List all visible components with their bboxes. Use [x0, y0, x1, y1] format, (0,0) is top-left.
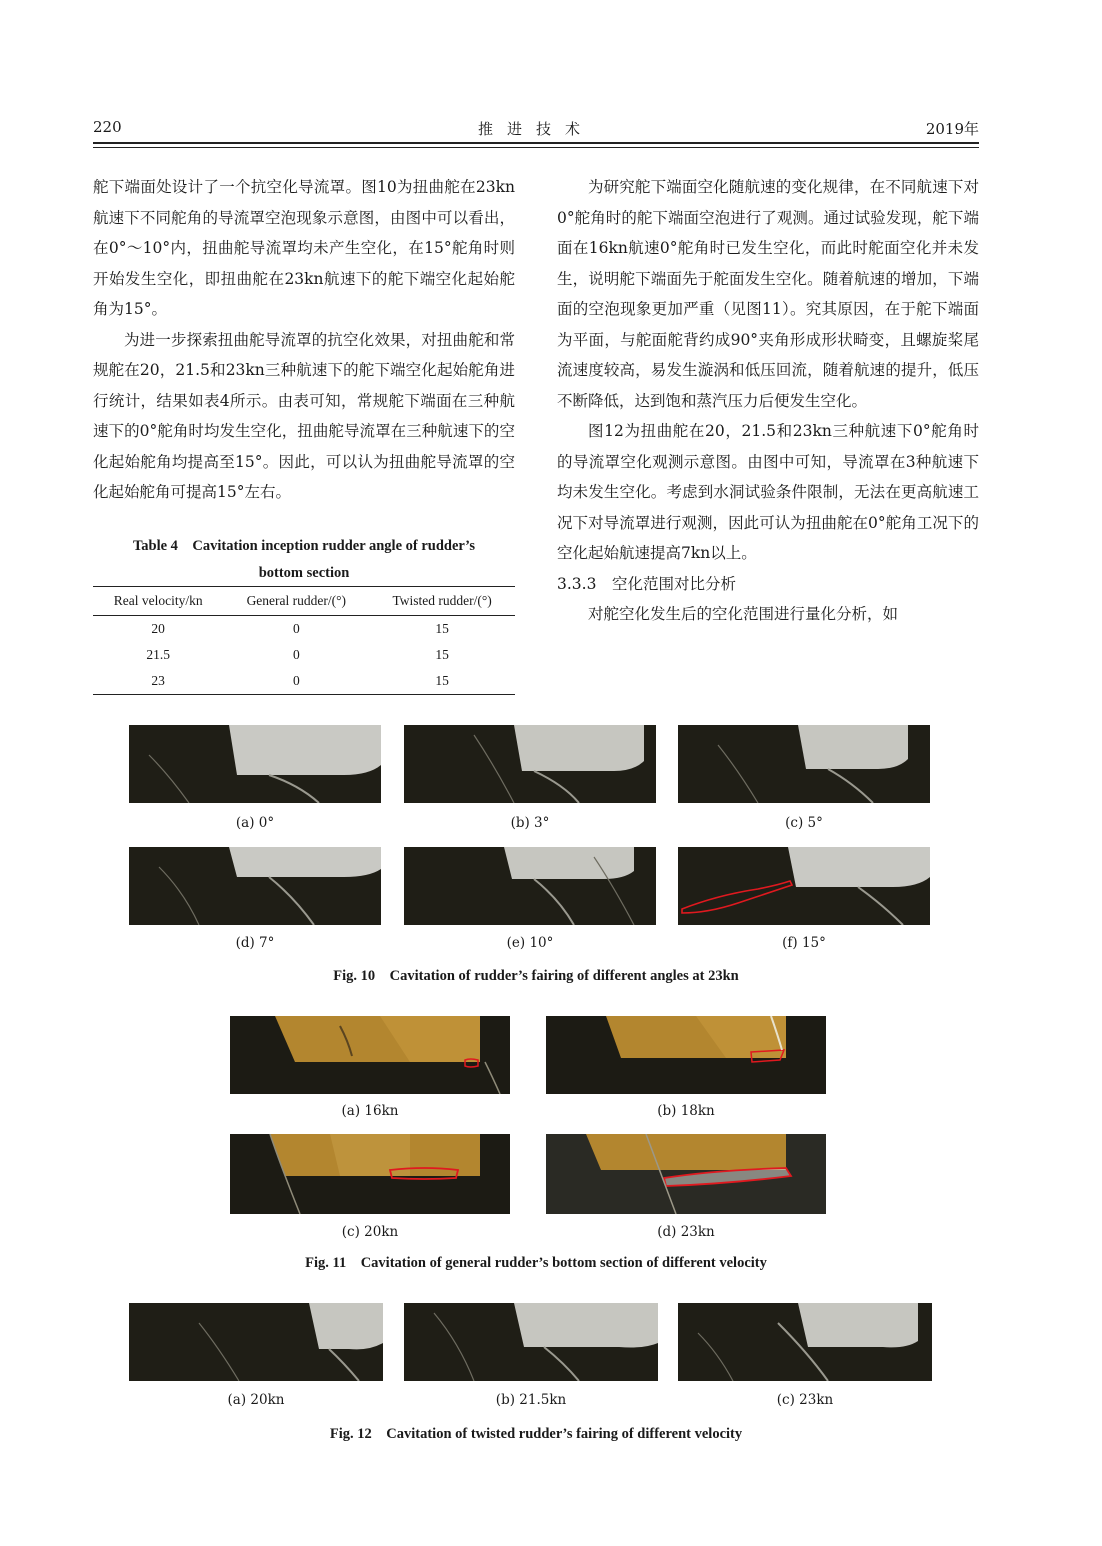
fig11-subcaption-d: (d) 23kn	[657, 1224, 715, 1240]
fig11-subcaption-a: (a) 16kn	[341, 1103, 399, 1119]
fig11-photo-d	[546, 1134, 826, 1214]
table-header-general: General rudder/(°)	[223, 587, 369, 616]
fig10-subcaption-e: (e) 10°	[506, 935, 554, 951]
fig12-subcaption-c: (c) 23kn	[776, 1392, 834, 1408]
right-paragraph-2: 图12为扭曲舵在20，21.5和23kn三种航速下0°舵角时的导流罩空化观测示意图。由图中可知，导流罩在3种航速下均未发生空化。考虑到水洞试验条件限制，无法在更高航速工况下对导流罩进行观测，因此可认为扭曲舵在0°舵角工况下的空化起始航速提高7kn以上。	[557, 422, 979, 562]
table-cell: 0	[223, 668, 369, 695]
table-row	[93, 642, 515, 668]
table-cell: 15	[435, 621, 449, 636]
table-header-velocity: Real velocity/kn	[93, 587, 223, 616]
page-header	[93, 118, 979, 142]
fig10-photo-b	[404, 725, 656, 803]
fig10-photo-c	[678, 725, 930, 803]
fig11-photo-c	[230, 1134, 510, 1214]
table-cell: 0	[292, 647, 300, 662]
fig10-subcaption-f: (f) 15°	[782, 935, 826, 951]
fig11-subcaption-c: (c) 20kn	[341, 1224, 399, 1240]
header-rule-thin	[93, 147, 979, 148]
section-heading-3-3-3: 3.3.3 空化范围对比分析	[557, 574, 736, 593]
table-header-row	[93, 587, 515, 616]
fig12-caption: Fig. 12 Cavitation of twisted rudder’s fairing of different velocity	[329, 1426, 743, 1442]
fig10-subcaption-d: (d) 7°	[235, 935, 275, 951]
fig10-subcaption-c: (c) 5°	[785, 815, 823, 831]
fig10-photo-e	[404, 847, 656, 925]
right-paragraph-3: 对舵空化发生后的空化范围进行量化分析，如	[588, 605, 899, 623]
right-paragraph-1: 为研究舵下端面空化随航速的变化规律，在不同航速下对0°舵角时的舵下端面空泡进行了观测。通过试验发现，舵下端面在16kn航速0°舵角时已发生空化，而此时舵面空化并未发生，说明舵下端面先于舵面发生空化。随着航速的增加，下端面的空泡现象更加严重（见图11）。究其原因，在于舵下端面为平面，与舵面舵背约成90°夹角形成形状畸变，且螺旋桨尾流速度较高，易发生漩涡和低压回流，随着航速的提升，低压不断降低，达到饱和蒸汽压力后便发生空化。	[557, 178, 979, 410]
table4	[93, 586, 515, 695]
table-cell: 15	[435, 647, 449, 662]
table-row	[93, 616, 515, 643]
fig10-photo-f	[678, 847, 930, 925]
fig11-photo-a	[230, 1016, 510, 1094]
table-cell: 15	[369, 668, 515, 695]
fig12-photo-a	[129, 1303, 383, 1381]
table-row	[93, 668, 515, 695]
fig11-photo-b	[546, 1016, 826, 1094]
page-number: 220	[93, 118, 122, 136]
left-paragraph-1: 舵下端面处设计了一个抗空化导流罩。图10为扭曲舵在23kn航速下不同舵角的导流罩空泡现象示意图，由图中可以看出，在0°～10°内，扭曲舵导流罩均未产生空化，在15°舵角时则开始发生空化，即扭曲舵在23kn航速下的舵下端空化起始舵角为15°。	[93, 178, 515, 318]
journal-name: 推进技术	[477, 120, 594, 138]
table-cell: 0	[292, 621, 300, 636]
table-cell: 21.5	[146, 647, 170, 662]
fig12-photo-b	[404, 1303, 658, 1381]
fig10-subcaption-a: (a) 0°	[235, 815, 275, 831]
left-column	[93, 172, 515, 508]
table-cell: 23	[93, 668, 223, 695]
fig10-subcaption-b: (b) 3°	[510, 815, 550, 831]
fig10-photo-d	[129, 847, 381, 925]
fig10-caption: Fig. 10 Cavitation of rudder’s fairing of different angles at 23kn	[333, 968, 739, 984]
right-column	[557, 172, 979, 630]
fig12-photo-c	[678, 1303, 932, 1381]
table4-caption	[93, 533, 515, 587]
fig11-caption: Fig. 11 Cavitation of general rudder’s bottom section of different velocity	[305, 1255, 767, 1271]
left-paragraph-2: 为进一步探索扭曲舵导流罩的抗空化效果，对扭曲舵和常规舵在20，21.5和23kn三种航速下的舵下端空化起始舵角进行统计，结果如表4所示。由表可知，常规舵下端面在三种航速下的0°舵角时均发生空化，扭曲舵导流罩在三种航速下的空化起始舵角均提高至15°。因此，可以认为扭曲舵导流罩的空化起始舵角可提高15°左右。	[93, 330, 515, 501]
fig10-photo-a	[129, 725, 381, 803]
table4-caption-line1: Table 4 Cavitation inception rudder angle of rudder’s	[132, 538, 476, 554]
table4-caption-line2: bottom section	[258, 565, 350, 581]
issue-year: 2019年	[925, 120, 979, 138]
fig11-subcaption-b: (b) 18kn	[657, 1103, 715, 1119]
table-cell: 20	[151, 621, 165, 636]
fig12-subcaption-a: (a) 20kn	[227, 1392, 285, 1408]
fig12-subcaption-b: (b) 21.5kn	[495, 1392, 567, 1408]
table-header-twisted: Twisted rudder/(°)	[369, 587, 515, 616]
header-rule-thick	[93, 142, 979, 144]
